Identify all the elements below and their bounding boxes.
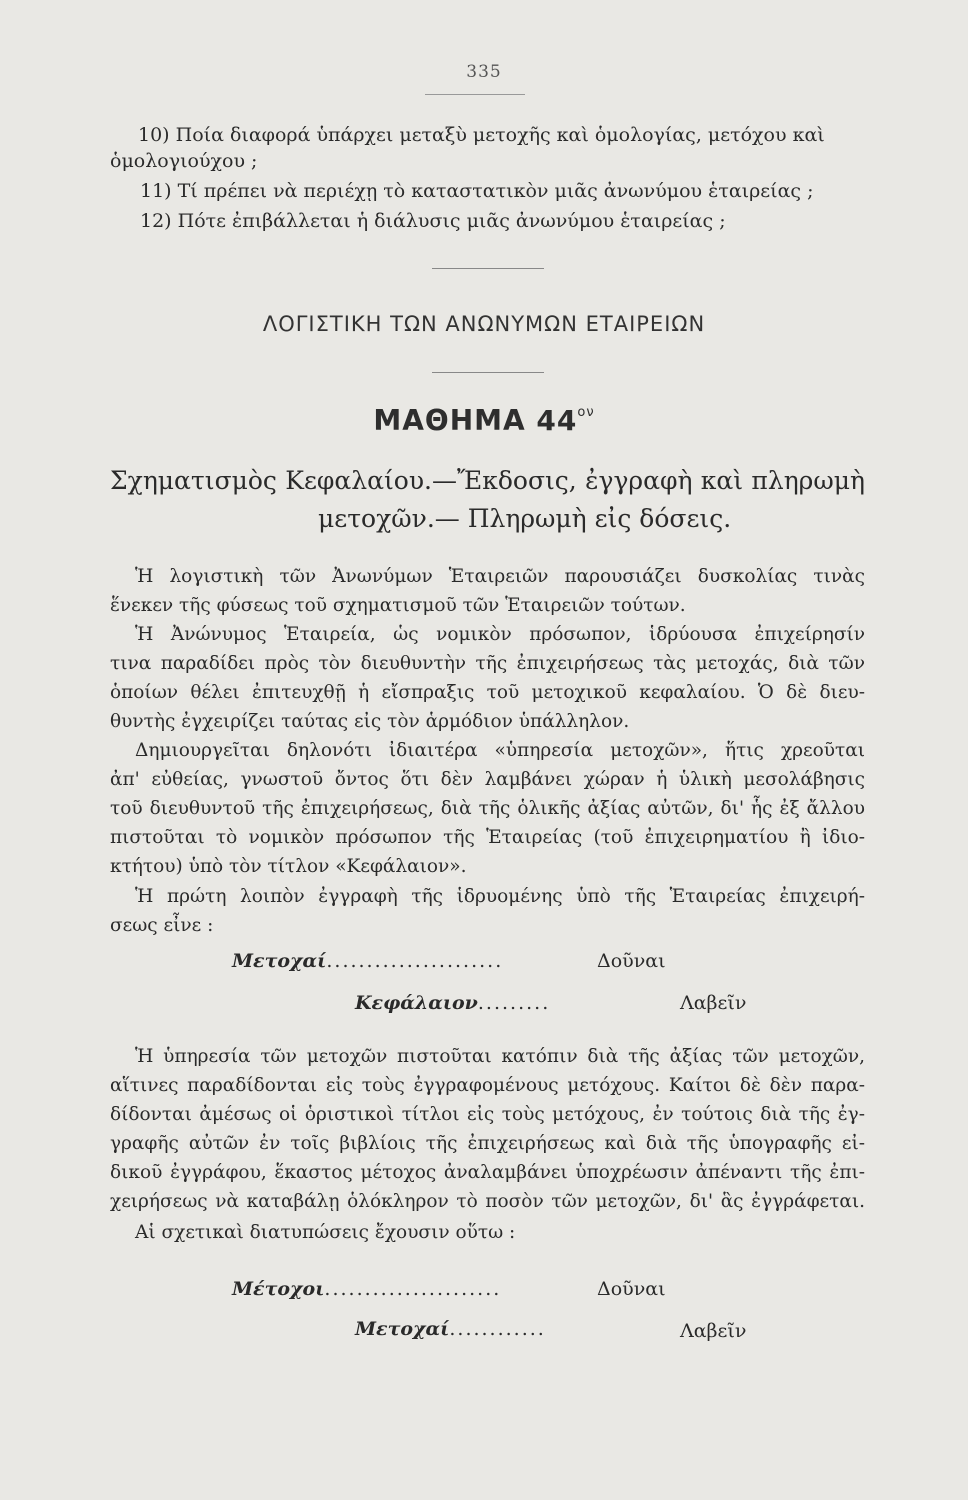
paragraph-line: Αἱ σχετικαὶ διατυπώσεις ἔχουσιν οὕτω : [135,1222,516,1243]
paragraph-line: Ἡ ὑπηρεσία τῶν μετοχῶν πιστοῦται κατόπιν διὰ τῆς ἀξίας τῶν μετοχῶν, [135,1046,865,1067]
question-12: 12) Πότε ἐπιβάλλεται ἡ διάλυσις μιᾶς ἀνωνύμου ἑταιρείας ; [140,210,726,232]
lesson-title-text: ΜΑΘΗΜΑ 44 [373,404,578,437]
paragraph-line: Ἡ Ἀνώνυμος Ἑταιρεία, ὡς νομικὸν πρόσωπον, ἱδρύουσα ἐπιχείρησίν [135,624,865,645]
paragraph-line: τινα παραδίδει πρὸς τὸν διευθυντὴν τῆς ἐπιχειρήσεως τὰς μετοχάς, διὰ τῶν [110,653,865,674]
entry-2-debit-dots: ...................... [324,1278,502,1300]
question-10-line2: ὁμολογιούχου ; [110,150,258,172]
paragraph-5 [110,1042,865,1216]
paragraph-line: σεως εἶνε : [110,915,214,936]
entry-2-credit-dots: ............ [449,1318,546,1340]
paragraph-3 [110,736,865,881]
paragraph-line: ὁποίων θέλει ἐπιτευχθῇ ἡ εἴσπραξις τοῦ μετοχικοῦ κεφαλαίου. Ὁ δὲ διευ- [110,682,865,703]
paragraph-line: θυντὴς ἐγχειρίζει ταύτας εἰς τὸν ἁρμόδιον ὑπάλληλον. [110,711,630,732]
entry-1-credit-dots: ......... [477,992,551,1014]
entry-1-debit-label: Δοῦναι [597,950,666,972]
entry-2-credit-account: Μετοχαί [355,1318,450,1340]
paragraph-line: τοῦ διευθυντοῦ τῆς ἐπιχειρήσεως, διὰ τῆς ὁλικῆς ἀξίας αὐτῶν, δι' ἧς ἐξ ἄλλου [110,798,865,819]
lesson-title-suffix: ον [577,405,595,420]
entry-1-credit-account: Κεφάλαιον [355,992,478,1014]
entry-2-debit [232,1278,501,1300]
lesson-subtitle-line1: Σχηματισμὸς Κεφαλαίου.—Ἔκδοσις, ἐγγραφὴ καὶ πληρωμὴ [110,466,865,495]
paragraph-6 [110,1218,865,1247]
paragraph-line: δικοῦ ἐγγράφου, ἕκαστος μέτοχος ἀναλαμβάνει ὑποχρέωσιν ἀπέναντι τῆς ἐπι- [110,1162,865,1183]
paragraph-2 [110,620,865,736]
entry-1-credit [355,992,550,1014]
question-10-line1: 10) Ποία διαφορά ὑπάρχει μεταξὺ μετοχῆς καὶ ὁμολογίας, μετόχου καὶ [138,124,825,146]
paragraph-1 [110,562,865,620]
lesson-subtitle-line2: μετοχῶν.— Πληρωμὴ εἰς δόσεις. [318,504,732,533]
separator-rule [432,372,544,373]
paragraph-line: κτήτου) ὑπὸ τὸν τίτλον «Κεφάλαιον». [110,856,467,877]
entry-1-credit-label: Λαβεῖν [680,992,747,1014]
paragraph-line: Δημιουργεῖται δηλονότι ἰδιαιτέρα «ὑπηρεσία μετοχῶν», ἥτις χρεοῦται [135,740,865,761]
paragraph-line: ἕνεκεν τῆς φύσεως τοῦ σχηματισμοῦ τῶν Ἑταιρειῶν τούτων. [110,595,686,616]
paragraph-line: δίδονται ἀμέσως οἱ ὁριστικοὶ τίτλοι εἰς τοὺς μετόχους, ἐν τούτοις διὰ τῆς ἐγ- [110,1104,865,1125]
paragraph-line: ἀπ' εὐθείας, γνωστοῦ ὄντος ὅτι δὲν λαμβάνει χώραν ἡ ὑλικὴ μεσολάβησις [110,769,865,790]
paragraph-line: πιστοῦται τὸ νομικὸν πρόσωπον τῆς Ἑταιρείας (τοῦ ἐπιχειρηματίου ἢ ἰδιο- [110,827,865,848]
section-title: ΛΟΓΙΣΤΙΚΗ ΤΩΝ ΑΝΩΝΥΜΩΝ ΕΤΑΙΡΕΙΩΝ [262,312,706,336]
paragraph-line: γραφῆς αὐτῶν ἐν τοῖς βιβλίοις τῆς ἐπιχειρήσεως καὶ διὰ τῆς ὑπογραφῆς εἰ- [110,1133,865,1154]
entry-1-debit-account: Μετοχαί [232,950,327,972]
entry-2-debit-label: Δοῦναι [597,1278,666,1300]
entry-2-debit-account: Μέτοχοι [232,1278,325,1300]
paragraph-line: Ἡ λογιστικὴ τῶν Ἀνωνύμων Ἑταιρειῶν παρουσιάζει δυσκολίας τινὰς [135,566,865,587]
paragraph-line: αἵτινες παραδίδονται εἰς τοὺς ἐγγραφομένους μετόχους. Καίτοι δὲ δὲν παρα- [110,1075,865,1096]
separator-rule [432,268,544,269]
entry-2-credit [355,1318,546,1340]
lesson-title [0,404,968,437]
paragraph-line: Ἡ πρώτη λοιπὸν ἐγγραφὴ τῆς ἱδρυομένης ὑπὸ τῆς Ἑταιρείας ἐπιχειρή- [135,886,865,907]
entry-2-credit-label: Λαβεῖν [680,1320,747,1342]
question-11: 11) Τί πρέπει νὰ περιέχῃ τὸ καταστατικὸν μιᾶς ἀνωνύμου ἑταιρείας ; [140,180,814,202]
entry-1-debit-dots: ...................... [326,950,504,972]
header-rule [425,94,525,95]
paragraph-line: χειρήσεως νὰ καταβάλῃ ὁλόκληρον τὸ ποσὸν τῶν μετοχῶν, δι' ἃς ἐγγράφεται. [110,1191,865,1212]
page-number: 335 [466,62,502,82]
paragraph-4 [110,882,865,940]
entry-1-debit [232,950,503,972]
